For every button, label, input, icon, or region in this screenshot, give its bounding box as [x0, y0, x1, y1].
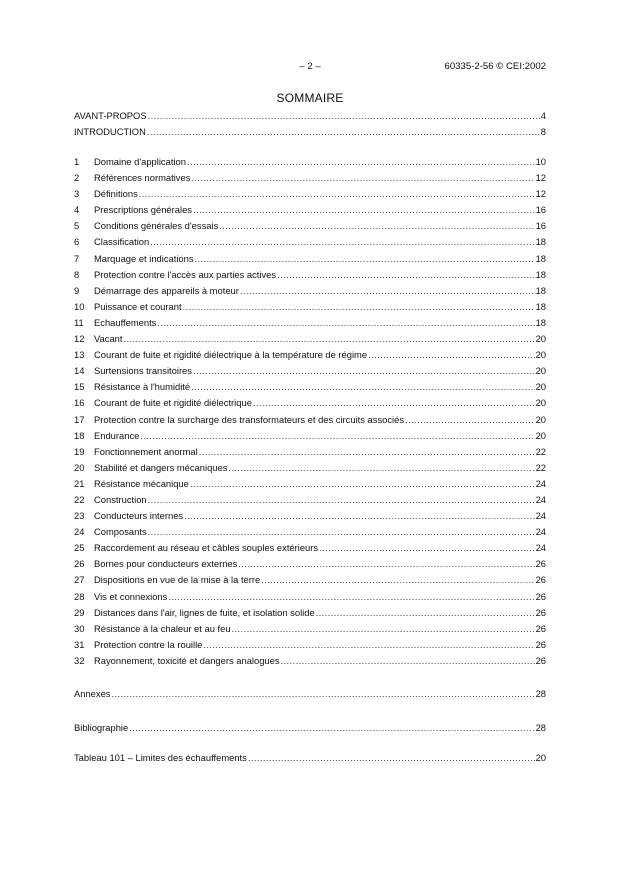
toc-page-number: 20 — [535, 365, 546, 377]
toc-leader-dots — [319, 540, 534, 556]
toc-clause-number: 18 — [74, 429, 85, 441]
toc-leader-dots — [238, 556, 534, 572]
toc-clause-number: 11 — [74, 316, 84, 328]
toc-leader-dots — [193, 363, 535, 379]
toc-entry-clause-30[interactable] — [74, 621, 546, 637]
toc-leader-dots — [193, 202, 535, 218]
toc-page-number: 28 — [535, 722, 546, 733]
toc-entry-clause-9[interactable] — [74, 283, 546, 299]
toc-entry-clause-4[interactable] — [74, 202, 546, 218]
toc-label: Raccordement au réseau et câbles souples extérieurs — [94, 542, 319, 554]
toc-page-number: 26 — [535, 606, 546, 618]
toc-label: Tableau 101 – Limites des échauffements — [74, 752, 247, 763]
toc-leader-dots — [228, 460, 534, 476]
toc-entry-clause-5[interactable] — [74, 218, 546, 234]
toc-page-number: 24 — [535, 510, 546, 522]
toc-clause-number: 32 — [74, 654, 85, 666]
toc-entry-tableau-101[interactable] — [74, 750, 546, 766]
page-title: SOMMAIRE — [276, 91, 344, 105]
toc-entry-avant-propos[interactable] — [74, 108, 546, 124]
toc-entry-clause-15[interactable] — [74, 379, 546, 395]
toc-page-number: 20 — [535, 333, 546, 345]
toc-label: Annexes — [74, 688, 111, 699]
toc-label: Vis et connexions — [94, 590, 168, 602]
toc-entry-clause-13[interactable] — [74, 347, 546, 363]
toc-label: Définitions — [94, 188, 138, 200]
toc-leader-dots — [148, 524, 535, 540]
toc-label: Fonctionnement anormal — [94, 445, 198, 457]
toc-label: Dispositions en vue de la mise à la terre — [94, 574, 261, 586]
toc-entry-clause-14[interactable] — [74, 363, 546, 379]
toc-leader-dots — [139, 186, 535, 202]
toc-clause-number: 4 — [74, 204, 80, 216]
toc-page-number: 26 — [535, 654, 546, 666]
toc-clause-number: 26 — [74, 558, 85, 570]
toc-annexes — [74, 686, 546, 702]
toc-entry-clause-23[interactable] — [74, 508, 546, 524]
toc-leader-dots — [111, 686, 534, 702]
toc-page-number: 18 — [535, 284, 546, 296]
toc-clause-number: 10 — [74, 300, 85, 312]
toc-entry-bibliographie[interactable] — [74, 720, 546, 736]
toc-leader-dots — [168, 589, 534, 605]
toc-label: Endurance — [94, 429, 140, 441]
toc-leader-dots — [157, 315, 534, 331]
toc-leader-dots — [129, 720, 534, 736]
toc-entry-clause-21[interactable] — [74, 476, 546, 492]
toc-entry-clause-28[interactable] — [74, 589, 546, 605]
toc-label: Marquage et indications — [94, 252, 194, 264]
toc-clause-number: 29 — [74, 606, 85, 618]
toc-clause-number: 9 — [74, 284, 80, 296]
toc-leader-dots — [187, 154, 535, 170]
toc-leader-dots — [248, 750, 535, 766]
toc-leader-dots — [124, 331, 535, 347]
toc-label: Composants — [94, 526, 147, 538]
toc-entry-clause-17[interactable] — [74, 412, 546, 428]
toc-label: Bibliographie — [74, 722, 129, 733]
toc-label: Protection contre la surcharge des transformateurs et des circuits associés — [94, 413, 405, 425]
toc-page-number: 26 — [535, 574, 546, 586]
toc-leader-dots — [199, 444, 535, 460]
toc-leader-dots — [277, 267, 534, 283]
toc-leader-dots — [232, 621, 535, 637]
toc-entry-clause-10[interactable] — [74, 299, 546, 315]
toc-label: Surtensions transitoires — [94, 365, 192, 377]
toc-label: Protection contre la rouille — [94, 638, 203, 650]
toc-label: Rayonnement, toxicité et dangers analogues — [94, 654, 280, 666]
toc-label: Courant de fuite et rigidité diélectrique à la température de régime — [94, 349, 368, 361]
toc-label: AVANT-PROPOS — [74, 110, 147, 121]
toc-page-number: 26 — [535, 590, 546, 602]
toc-page-number: 12 — [535, 188, 546, 200]
toc-leader-dots — [405, 412, 535, 428]
toc-label: Domaine d'application — [94, 156, 186, 167]
toc-page-number: 20 — [535, 429, 546, 441]
toc-label: Démarrage des appareils à moteur — [94, 284, 239, 296]
toc-page-number: 22 — [535, 445, 546, 457]
toc-entry-clause-12[interactable] — [74, 331, 546, 347]
toc-entry-clause-16[interactable] — [74, 395, 546, 411]
toc-leader-dots — [253, 395, 535, 411]
page-header-reference: 60335-2-56 © CEI:2002 — [444, 61, 546, 72]
toc-page-number: 26 — [535, 638, 546, 650]
toc-page-number: 18 — [535, 236, 546, 248]
toc-clause-number: 31 — [74, 638, 85, 650]
toc-clause-number: 13 — [74, 349, 85, 361]
toc-entry-clause-6[interactable] — [74, 234, 546, 250]
toc-entry-clause-3[interactable] — [74, 186, 546, 202]
toc-page-number: 18 — [535, 316, 546, 328]
toc-clause-number: 5 — [74, 220, 80, 232]
toc-leader-dots — [191, 170, 534, 186]
toc-page-number: 20 — [535, 752, 546, 763]
toc-entry-clause-8[interactable] — [74, 267, 546, 283]
toc-label: Prescriptions générales — [94, 204, 192, 216]
toc-leader-dots — [195, 251, 535, 267]
toc-page-number: 12 — [535, 172, 546, 184]
toc-label: Courant de fuite et rigidité diélectrique — [94, 397, 252, 409]
toc-label: Stabilité et dangers mécaniques — [94, 461, 228, 473]
toc-page-number: 20 — [535, 397, 546, 409]
toc-entry-clause-26[interactable] — [74, 556, 546, 572]
toc-page-number: 24 — [535, 477, 546, 489]
toc-clause-number: 21 — [74, 477, 85, 489]
toc-page-number: 20 — [535, 381, 546, 393]
toc-entry-clause-22[interactable] — [74, 492, 546, 508]
toc-leader-dots — [147, 124, 540, 140]
toc-page-number: 26 — [535, 622, 546, 634]
toc-entry-annexes[interactable] — [74, 686, 546, 702]
toc-clause-number: 20 — [74, 461, 85, 473]
toc-clause-number: 16 — [74, 397, 85, 409]
toc-leader-dots — [240, 283, 535, 299]
toc-label: Résistance à l'humidité — [94, 381, 191, 393]
toc-clause-number: 28 — [74, 590, 85, 602]
toc-bibliography — [74, 720, 546, 736]
toc-entry-clause-31[interactable] — [74, 637, 546, 653]
toc-leader-dots — [368, 347, 534, 363]
toc-entry-clause-11[interactable] — [74, 315, 546, 331]
toc-label: Distances dans l'air, lignes de fuite, et isolation solide — [94, 606, 315, 618]
toc-clause-number: 17 — [74, 413, 85, 425]
toc-page-number: 16 — [535, 220, 546, 232]
toc-entry-clause-7[interactable] — [74, 251, 546, 267]
toc-leader-dots — [148, 492, 535, 508]
toc-entry-clause-24[interactable] — [74, 524, 546, 540]
toc-label: Construction — [94, 493, 147, 505]
toc-leader-dots — [261, 572, 534, 588]
toc-clause-number: 6 — [74, 236, 80, 248]
toc-entry-clause-20[interactable] — [74, 460, 546, 476]
toc-entry-clause-2[interactable] — [74, 170, 546, 186]
toc-entry-clause-1[interactable] — [74, 154, 546, 170]
toc-leader-dots — [140, 428, 534, 444]
toc-page-number: 24 — [535, 526, 546, 538]
toc-entry-clause-18[interactable] — [74, 428, 546, 444]
toc-leader-dots — [150, 234, 534, 250]
toc-entry-clause-19[interactable] — [74, 444, 546, 460]
toc-clause-number: 30 — [74, 622, 85, 634]
toc-label: Conducteurs internes — [94, 510, 184, 522]
toc-leader-dots — [316, 605, 535, 621]
toc-page-number: 18 — [535, 300, 546, 312]
toc-page-number: 22 — [535, 461, 546, 473]
toc-label: Bornes pour conducteurs externes — [94, 558, 238, 570]
toc-clause-number: 23 — [74, 510, 85, 522]
toc-clause-number: 25 — [74, 542, 85, 554]
toc-entry-clause-25[interactable] — [74, 540, 546, 556]
toc-leader-dots — [183, 299, 535, 315]
toc-page-number: 24 — [535, 542, 546, 554]
toc-clause-number: 27 — [74, 574, 85, 586]
toc-page-number: 24 — [535, 493, 546, 505]
toc-label: Résistance mécanique — [94, 477, 189, 489]
toc-clause-number: 15 — [74, 381, 85, 393]
toc-entry-clause-32[interactable] — [74, 653, 546, 669]
toc-label: Conditions générales d'essais — [94, 220, 219, 232]
toc-entry-clause-27[interactable] — [74, 572, 546, 588]
toc-tables — [74, 750, 546, 766]
toc-leader-dots — [184, 508, 534, 524]
toc-clauses — [74, 154, 546, 669]
toc-clause-number: 12 — [74, 333, 85, 345]
toc-page-number: 20 — [535, 413, 546, 425]
toc-front-matter — [74, 108, 546, 140]
toc-leader-dots — [190, 476, 535, 492]
toc-label: Vacant — [94, 333, 123, 345]
toc-label: Protection contre l'accès aux parties actives — [94, 268, 277, 280]
toc-clause-number: 7 — [74, 252, 80, 264]
toc-leader-dots — [148, 108, 540, 124]
toc-leader-dots — [203, 637, 534, 653]
toc-clause-number: 19 — [74, 445, 85, 457]
page-header-number: – 2 – — [299, 61, 321, 72]
toc-clause-number: 8 — [74, 268, 80, 280]
toc-page-number: 28 — [535, 688, 546, 699]
toc-label: Classification — [94, 236, 150, 248]
toc-leader-dots — [191, 379, 534, 395]
toc-clause-number: 1 — [74, 156, 80, 167]
toc-clause-number: 3 — [74, 188, 80, 200]
toc-label: Puissance et courant — [94, 300, 182, 312]
toc-page-number: 8 — [540, 126, 546, 138]
toc-label: Echauffements — [94, 316, 157, 328]
toc-page-number: 20 — [535, 349, 546, 361]
toc-page-number: 18 — [535, 252, 546, 264]
toc-clause-number: 24 — [74, 526, 85, 538]
toc-label: Références normatives — [94, 172, 191, 184]
toc-page-number: 18 — [535, 268, 546, 280]
toc-entry-clause-29[interactable] — [74, 605, 546, 621]
toc-label: Résistance à la chaleur et au feu — [94, 622, 231, 634]
toc-clause-number: 14 — [74, 365, 85, 377]
toc-label: INTRODUCTION — [74, 126, 146, 138]
toc-clause-number: 22 — [74, 493, 85, 505]
toc-page-number: 10 — [535, 156, 546, 167]
toc-page-number: 26 — [535, 558, 546, 570]
toc-clause-number: 2 — [74, 172, 80, 184]
toc-page-number: 16 — [535, 204, 546, 216]
toc-leader-dots — [219, 218, 534, 234]
toc-entry-introduction[interactable] — [74, 124, 546, 140]
toc-page-number: 4 — [540, 110, 546, 121]
toc-leader-dots — [281, 653, 535, 669]
